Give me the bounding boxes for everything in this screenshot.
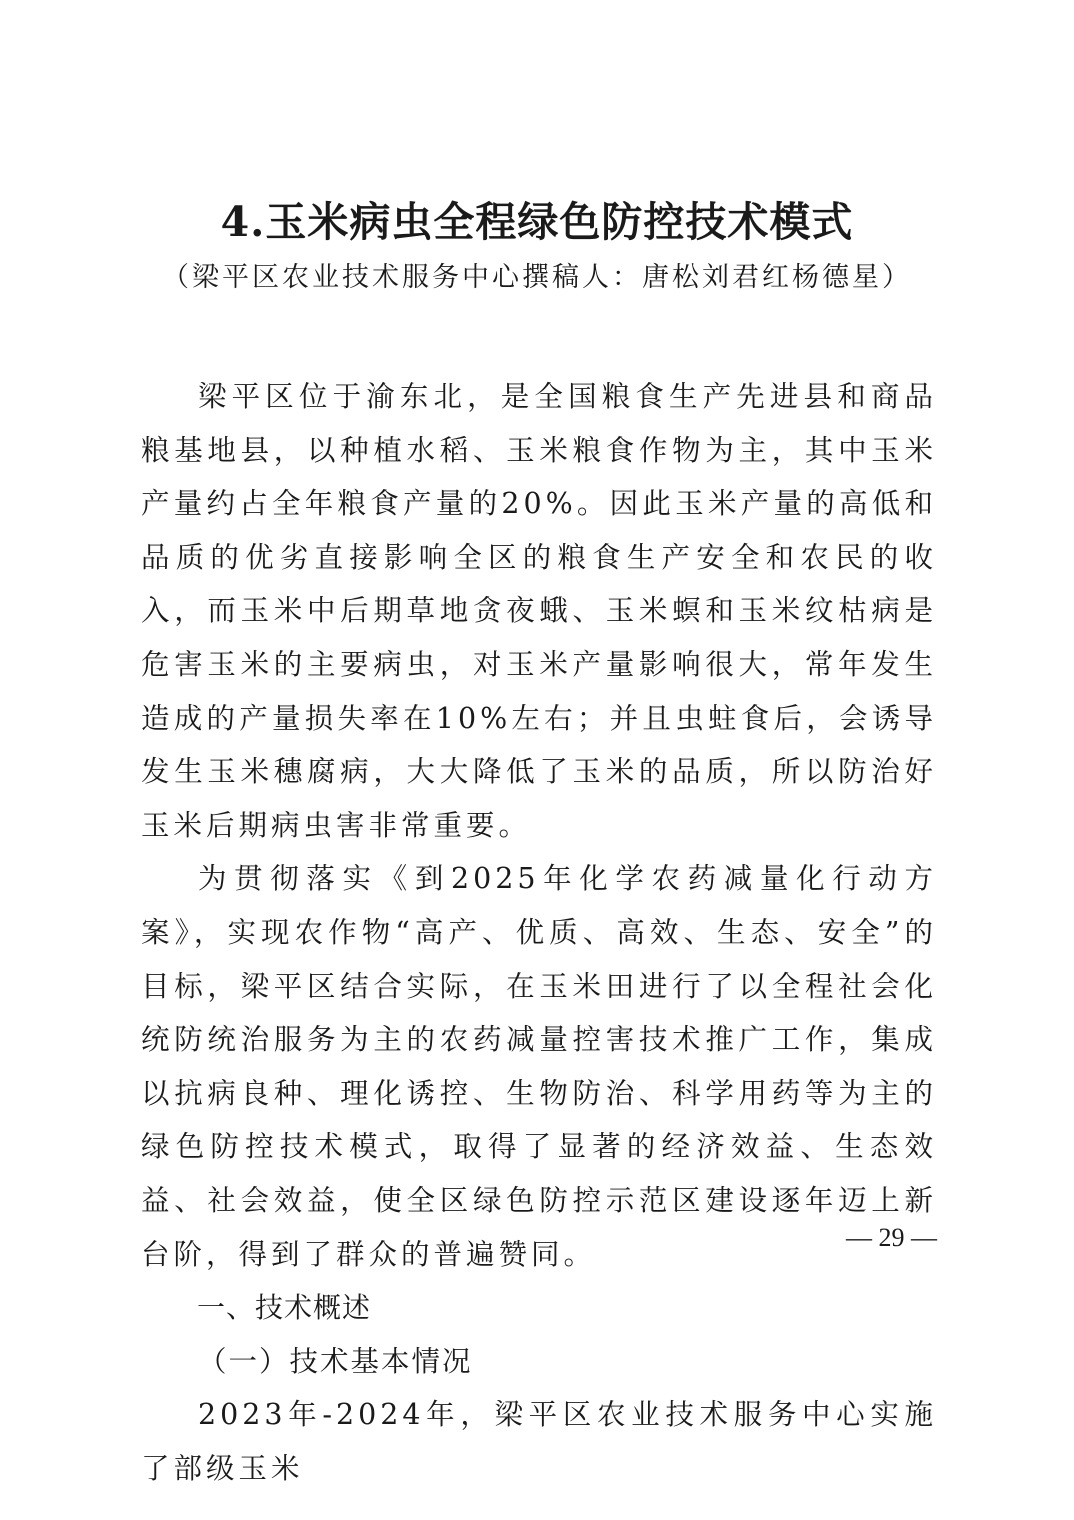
subsection-heading: （一）技术基本情况 (198, 1344, 473, 1378)
paragraph-policy: 为贯彻落实《到2025年化学农药减量化行动方案》，实现农作物“高产、优质、高效、生态、安全”的目标，梁平区结合实际，在玉米田进行了以全程社会化统防统治服务为主的农药减量控害技术推广工作，集成以抗病良种、理化诱控、生物防治、科学用药等为主的绿色防控技术模式，取得了显著的经济效益、生态效益、社会效益，使全区绿色防控示范区建设逐年迈上新台阶，得到了群众的普遍赞同。 (141, 862, 937, 1271)
page-title: 4.玉米病虫全程绿色防控技术模式 (220, 198, 854, 246)
page-number: — 29 — (846, 1223, 937, 1252)
section-heading: 一、技术概述 (197, 1291, 372, 1325)
paragraph-intro: 梁平区位于渝东北，是全国粮食生产先进县和商品粮基地县，以种植水稻、玉米粮食作物为主，其中玉米产量约占全年粮食产量的20%。因此玉米产量的高低和品质的优劣直接影响全区的粮食生产安全和农民的收入，而玉米中后期草地贪夜蛾、玉米螟和玉米纹枯病是危害玉米的主要病虫，对玉米产量影响很大，常年发生造成的产量损失率在10%左右；并且虫蛀食后，会诱导发生玉米穗腐病，大大降低了玉米的品质，所以防治好玉米后期病虫害非常重要。 (141, 380, 937, 842)
body-text (141, 370, 937, 1495)
author-line: （梁平区农业技术服务中心撰稿人：唐松刘君红杨德星） (162, 262, 912, 293)
paragraph-overview: 2023年-2024年，梁平区农业技术服务中心实施了部级玉米 (141, 1398, 937, 1485)
